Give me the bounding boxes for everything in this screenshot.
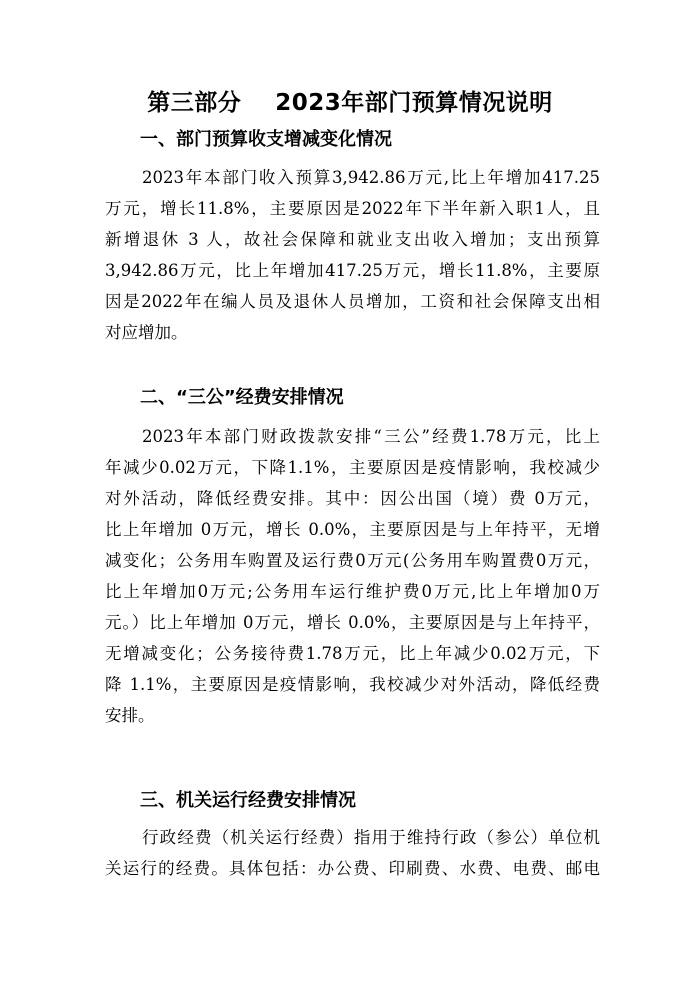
paragraph-line: 安排。 xyxy=(105,706,155,725)
section-heading-three-public-expenses: 二、“三公”经费安排情况 xyxy=(140,387,344,408)
paragraph-line: 2023年本部门财政拨款安排“三公”经费1.78万元，比上 xyxy=(142,427,600,446)
paragraph-line: 对应增加。 xyxy=(105,323,188,342)
paragraph-line: 行政经费（机关运行经费）指用于维持行政（参公）单位机 xyxy=(142,828,600,847)
paragraph-line: 对外活动，降低经费安排。其中：因公出国（境）费 0万元， xyxy=(105,489,600,508)
paragraph-line: 无增减变化；公务接待费1.78万元，比上年减少0.02万元，下 xyxy=(105,644,600,663)
paragraph-line: 减变化；公务用车购置及运行费0万元(公务用车购置费0万元， xyxy=(105,551,600,570)
paragraph-line: 关运行的经费。具体包括：办公费、印刷费、水费、电费、邮电 xyxy=(105,859,600,878)
section-heading-budget-changes: 一、部门预算收支增减变化情况 xyxy=(140,129,392,150)
paragraph-line: 3,942.86万元，比上年增加417.25万元，增长11.8%，主要原 xyxy=(105,261,600,280)
section-paragraph-budget-changes xyxy=(105,162,600,348)
paragraph-line: 降 1.1%，主要原因是疫情影响，我校减少对外活动，降低经费 xyxy=(105,675,600,694)
section-paragraph-three-public-expenses xyxy=(105,421,600,731)
paragraph-line: 元。）比上年增加 0万元，增长 0.0%，主要原因是与上年持平， xyxy=(105,613,600,632)
paragraph-line: 比上年增加0万元;公务用车运行维护费0万元,比上年增加0万 xyxy=(105,582,600,601)
section-heading-operating-expenses: 三、机关运行经费安排情况 xyxy=(140,790,356,811)
paragraph-line: 2023年本部门收入预算3,942.86万元,比上年增加417.25 xyxy=(142,168,600,187)
paragraph-line: 因是2022年在编人员及退休人员增加，工资和社会保障支出相 xyxy=(105,292,600,311)
section-paragraph-operating-expenses xyxy=(105,822,600,884)
paragraph-line: 新增退休 3 人，故社会保障和就业支出收入增加；支出预算 xyxy=(105,230,600,249)
paragraph-line: 比上年增加 0万元，增长 0.0%，主要原因是与上年持平，无增 xyxy=(105,520,600,539)
page-title: 第三部分 2023年部门预算情况说明 xyxy=(147,90,553,116)
paragraph-line: 万元，增长11.8%，主要原因是2022年下半年新入职1人，且 xyxy=(105,199,600,218)
paragraph-line: 年减少0.02万元，下降1.1%，主要原因是疫情影响，我校减少 xyxy=(105,458,600,477)
